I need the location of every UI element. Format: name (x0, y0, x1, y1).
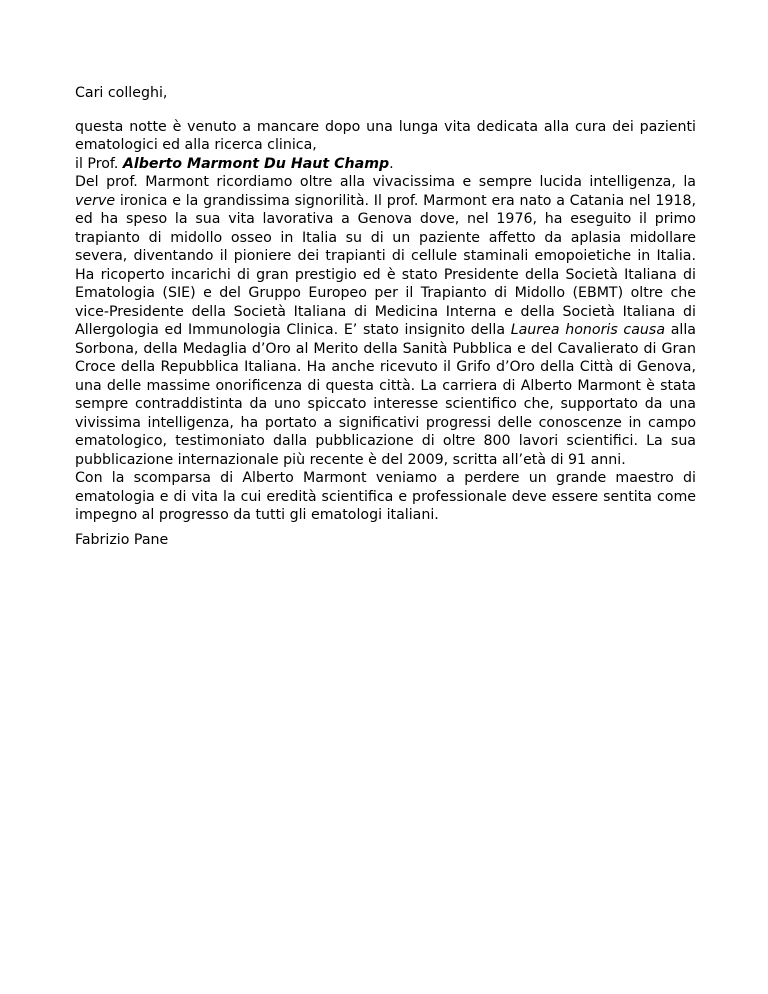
closing-paragraph: Con la scomparsa di Alberto Marmont veniamo a perdere un grande maestro di ematologia e di vita la cui eredità scientifica e professionale deve essere sentita come impegno al progresso da tutti gli ematologi italiani. (75, 470, 696, 523)
verve-word: verve (75, 192, 116, 209)
biography-paragraph (75, 174, 696, 468)
professor-name: Alberto Marmont Du Haut Champ (122, 155, 390, 172)
professor-prefix: il Prof. (75, 155, 123, 172)
intro-paragraph: questa notte è venuto a mancare dopo una lunga vita dedicata alla cura dei pazienti ematologici ed alla ricerca clinica, (75, 118, 696, 153)
letter-body (75, 118, 696, 525)
greeting: Cari colleghi, (75, 85, 168, 101)
laurea-honoris-causa: Laurea honoris causa (510, 322, 666, 338)
letter-page (75, 84, 696, 549)
professor-suffix: . (389, 155, 394, 172)
biography-text-3: alla Sorbona, della Medaglia d’Oro al Merito della Sanità Pubblica e del Cavalierato di Gran Croce della Repubblica Italiana. Ha anche ricevuto il Grifo d’Oro della Città di Genova, una delle massime onorificenza di questa città. La carriera di Alberto Marmont è stata sempre contraddistinta da uno spiccato interesse scientifico che, supportato da una vivissima intelligenza, ha portato a significativi progressi delle conoscenze in campo ematologico, testimoniato dalla pubblicazione di oltre 800 lavori scientifici. La sua pubblicazione internazionale più recente è del 2009, scritta all’età di 91 anni. (75, 322, 696, 468)
professor-line (75, 155, 696, 174)
biography-text-2: ironica e la grandissima signorilità. Il prof. Marmont era nato a Catania nel 1918, ed ha speso la sua vita lavorativa a Genova dove, nel 1976, ha eseguito il primo trapianto di midollo osseo in Italia su di un paziente affetto da aplasia midollare severa, diventando il pioniere dei trapianti di cellule staminali emopoietiche in Italia. Ha ricoperto incarichi di gran prestigio ed è stato Presidente della Società Italiana di Ematologia (SIE) e del Gruppo Europeo per il Trapianto di Midollo (EBMT) oltre che vice-Presidente della Società Italiana di Medicina Interna e della Società Italiana di Allergologia ed Immunologia Clinica. E’ stato insignito della (75, 192, 696, 338)
biography-text-1: Del prof. Marmont ricordiamo oltre alla vivacissima e sempre lucida intelligenza, la (75, 174, 696, 190)
signature: Fabrizio Pane (75, 531, 169, 548)
